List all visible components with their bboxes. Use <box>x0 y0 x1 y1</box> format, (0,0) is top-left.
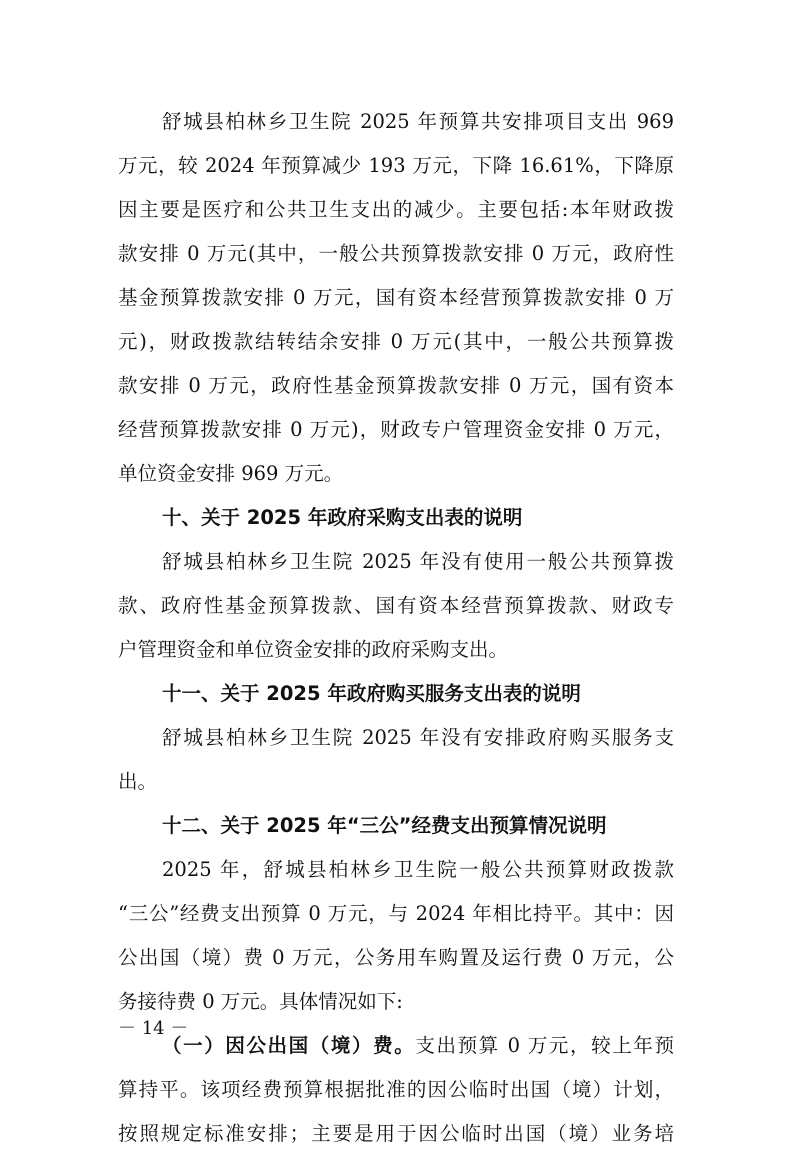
section-heading: 十、关于 2025 年政府采购支出表的说明 <box>162 506 523 529</box>
body-text <box>118 100 674 1156</box>
paragraph-line: 元)，财政拨款结转结余安排 0 万元(其中，一般公共预算拨 <box>118 330 674 353</box>
paragraph-line: 单位资金安排 969 万元。 <box>118 462 344 485</box>
paragraph-line: 基金预算拨款安排 0 万元，国有资本经营预算拨款安排 0 万 <box>118 286 674 309</box>
paragraph-line: 款、政府性基金预算拨款、国有资本经营预算拨款、财政专 <box>118 594 674 617</box>
paragraph-line: 舒城县柏林乡卫生院 2025 年没有安排政府购买服务支 <box>162 726 674 749</box>
paragraph-line: 款安排 0 万元，政府性基金预算拨款安排 0 万元，国有资本 <box>118 374 674 397</box>
paragraph-line: 款安排 0 万元(其中，一般公共预算拨款安排 0 万元，政府性 <box>118 242 674 265</box>
paragraph-line: 舒城县柏林乡卫生院 2025 年预算共安排项目支出 969 <box>162 110 674 133</box>
paragraph-line: 户管理资金和单位资金安排的政府采购支出。 <box>118 638 509 661</box>
paragraph-line: 舒城县柏林乡卫生院 2025 年没有使用一般公共预算拨 <box>162 550 674 573</box>
paragraph-line: 算持平。该项经费预算根据批准的因公临时出国（境）计划， <box>118 1078 674 1101</box>
subsection-heading: （一）因公出国（境）费。 <box>162 1034 416 1057</box>
section-heading: 十一、关于 2025 年政府购买服务支出表的说明 <box>162 682 581 705</box>
paragraph-line: 出。 <box>118 770 158 793</box>
section-heading: 十二、关于 2025 年“三公”经费支出预算情况说明 <box>162 814 607 837</box>
paragraph-line: 因主要是医疗和公共卫生支出的减少。主要包括:本年财政拨 <box>118 198 674 221</box>
paragraph-line: 务接待费 0 万元。具体情况如下: <box>118 990 403 1013</box>
paragraph-line: 按照规定标准安排；主要是用于因公临时出国（境）业务培 <box>118 1122 674 1145</box>
paragraph-line: 2025 年，舒城县柏林乡卫生院一般公共预算财政拨款 <box>162 858 674 881</box>
subsection-text: 支出预算 0 万元，较上年预 <box>415 1034 674 1057</box>
paragraph-line: 万元，较 2024 年预算减少 193 万元，下降 16.61%，下降原 <box>118 154 674 177</box>
subsection-line <box>118 1024 674 1068</box>
paragraph-line: 公出国（境）费 0 万元，公务用车购置及运行费 0 万元，公 <box>118 946 674 969</box>
paragraph-line: “三公”经费支出预算 0 万元，与 2024 年相比持平。其中：因 <box>118 902 674 925</box>
paragraph-line: 经营预算拨款安排 0 万元)，财政专户管理资金安排 0 万元， <box>118 418 674 441</box>
page-number: － 14 － <box>118 1018 189 1039</box>
